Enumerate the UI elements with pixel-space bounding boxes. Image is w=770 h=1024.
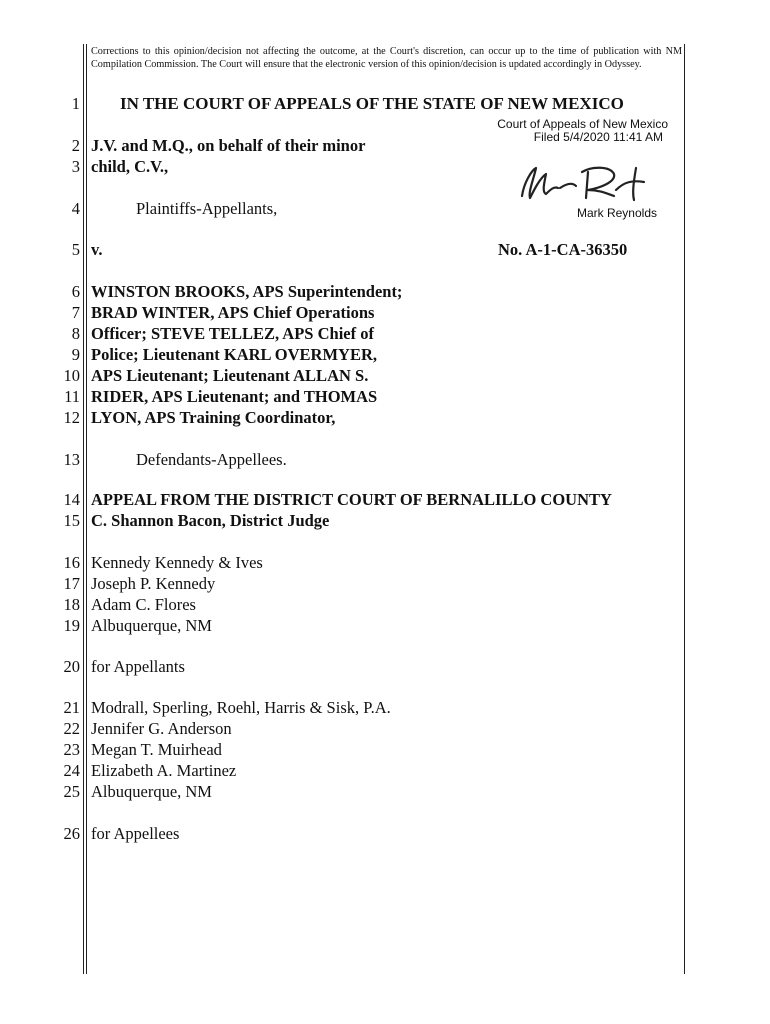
filing-stamp-court: Court of Appeals of New Mexico [497,117,668,131]
margin-rule-left-outer [83,44,84,974]
caption-defendants: BRAD WINTER, APS Chief Operations [91,303,375,322]
line-number: 3 [71,157,80,176]
line-number: 8 [71,324,80,343]
caption-defendants: Officer; STEVE TELLEZ, APS Chief of [91,324,374,343]
line-number: 15 [63,511,80,530]
counsel-attorney: Jennifer G. Anderson [91,719,232,738]
line-number: 17 [63,574,80,593]
line-number: 5 [71,240,80,259]
counsel-attorney: Megan T. Muirhead [91,740,222,759]
line-number: 7 [71,303,80,322]
counsel-attorney: Adam C. Flores [91,595,196,614]
caption-plaintiffs: child, C.V., [91,157,169,176]
counsel-firm: Modrall, Sperling, Roehl, Harris & Sisk, P.A. [91,698,391,717]
line-number: 26 [63,824,80,843]
line-number: 4 [71,199,80,218]
line-number: 25 [63,782,80,801]
line-number: 10 [63,366,80,385]
appeal-from: APPEAL FROM THE DISTRICT COURT OF BERNALILLO COUNTY [91,490,612,509]
clerk-signature [510,160,660,210]
caption-defendants: WINSTON BROOKS, APS Superintendent; [91,282,403,301]
counsel-firm: Kennedy Kennedy & Ives [91,553,263,572]
court-title: IN THE COURT OF APPEALS OF THE STATE OF NEW MEXICO [120,94,624,113]
filing-stamp-date: Filed 5/4/2020 11:41 AM [533,130,663,144]
counsel-city: Albuquerque, NM [91,616,212,635]
counsel-for-appellants: for Appellants [91,657,185,676]
line-number: 16 [63,553,80,572]
caption-plaintiffs: J.V. and M.Q., on behalf of their minor [91,136,366,155]
line-number: 6 [71,282,80,301]
case-number: No. A-1-CA-36350 [498,240,628,259]
counsel-attorney: Elizabeth A. Martinez [91,761,237,780]
versus: v. [91,240,103,259]
margin-rule-left-inner [86,44,87,974]
caption-defendants: LYON, APS Training Coordinator, [91,408,336,427]
caption-defendants: RIDER, APS Lieutenant; and THOMAS [91,387,378,406]
party-role-defendants: Defendants-Appellees. [136,450,287,469]
caption-defendants: APS Lieutenant; Lieutenant ALLAN S. [91,366,369,385]
line-number: 12 [63,408,80,427]
line-number: 1 [71,94,80,113]
line-number: 22 [63,719,80,738]
line-number: 14 [63,490,80,509]
line-number: 18 [63,595,80,614]
filing-stamp-clerk: Mark Reynolds [576,206,657,220]
line-number: 24 [63,761,80,780]
line-number: 21 [63,698,80,717]
district-judge: C. Shannon Bacon, District Judge [91,511,330,530]
line-number: 11 [64,387,80,406]
line-number: 13 [63,450,80,469]
line-number: 2 [71,136,80,155]
counsel-attorney: Joseph P. Kennedy [91,574,216,593]
party-role-plaintiffs: Plaintiffs-Appellants, [136,199,278,218]
counsel-city: Albuquerque, NM [91,782,212,801]
caption-defendants: Police; Lieutenant KARL OVERMYER, [91,345,377,364]
margin-rule-right [684,44,685,974]
line-number: 23 [63,740,80,759]
line-number: 9 [71,345,80,364]
counsel-for-appellees: for Appellees [91,824,180,843]
correction-notice: Corrections to this opinion/decision not affecting the outcome, at the Court's discretion, can occur up to the time of publication with NM Compilation Commission. The Court will ensure that the electronic version of this opinion/decision is updated accordingly in Odyssey. [91,46,682,70]
line-number: 20 [63,657,80,676]
line-number: 19 [63,616,80,635]
